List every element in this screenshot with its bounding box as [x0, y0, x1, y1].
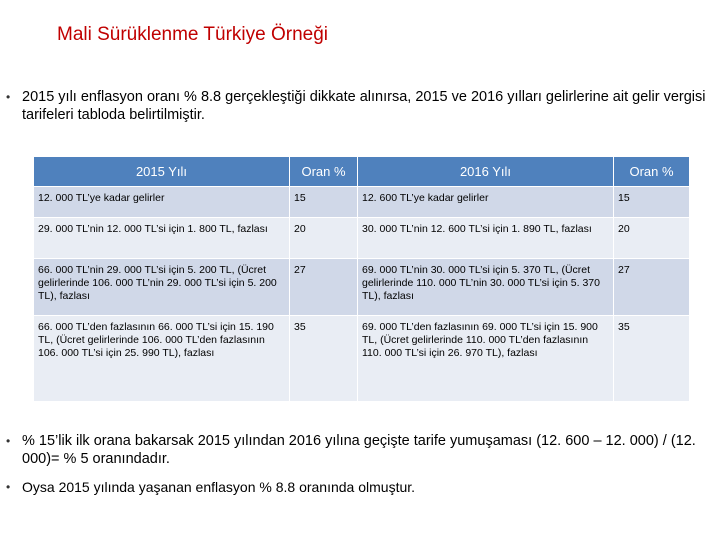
table-row: [34, 217, 689, 258]
cell-2016-rate: 15: [614, 186, 689, 217]
bullet-softening-text: % 15’lik ilk orana bakarsak 2015 yılından 2016 yılına geçişte tarife yumuşaması (12. 600 – 12. 000) / (12. 000)= % 5 oranındadır.: [22, 433, 696, 467]
cell-2015-bracket: 29. 000 TL’nin 12. 000 TL’si için 1. 800 TL, fazlası: [34, 217, 290, 258]
cell-2016-rate: 27: [614, 258, 689, 315]
table-row: [34, 315, 689, 401]
header-2015-year: 2015 Yılı: [34, 157, 290, 186]
bullet-intro-text: 2015 yılı enflasyon oranı % 8.8 gerçekleştiği dikkate alınırsa, 2015 ve 2016 yılları gelirlerine ait gelir vergisi tarifeleri tabloda belirtilmiştir.: [22, 89, 706, 123]
table-row: [34, 186, 689, 217]
cell-2015-bracket: 66. 000 TL’nin 29. 000 TL’si için 5. 200 TL, (Ücret gelirlerinde 106. 000 TL’nin 29. 000 TL’si için 5. 200 TL), fazlası: [34, 258, 290, 315]
cell-2015-bracket: 12. 000 TL’ye kadar gelirler: [34, 186, 290, 217]
cell-2016-rate: 20: [614, 217, 689, 258]
cell-2016-bracket: 12. 600 TL’ye kadar gelirler: [358, 186, 614, 217]
tax-rate-table: [34, 157, 689, 401]
header-2016-year: 2016 Yılı: [358, 157, 614, 186]
bullet-icon: •: [6, 90, 11, 104]
bullet-icon: •: [6, 480, 11, 494]
page-title: Mali Sürüklenme Türkiye Örneği: [57, 24, 329, 45]
bullet-softening: [6, 432, 708, 468]
cell-2016-bracket: 69. 000 TL’den fazlasının 69. 000 TL’si için 15. 900 TL, (Ücret gelirlerinde 110. 000 TL’den fazlasının 110. 000 TL’si için 26. 970 TL), fazlası: [358, 315, 614, 401]
bullet-inflation-text: Oysa 2015 yılında yaşanan enflasyon % 8.8 oranında olmuştur.: [22, 479, 416, 495]
cell-2015-bracket: 66. 000 TL’den fazlasının 66. 000 TL’si için 15. 190 TL, (Ücret gelirlerinde 106. 000 TL’den fazlasının 106. 000 TL’si için 25. 990 TL), fazlası: [34, 315, 290, 401]
cell-2016-bracket: 69. 000 TL’nin 30. 000 TL’si için 5. 370 TL, (Ücret gelirlerinde 110. 000 TL’nin 30. 000 TL’si için 5. 370 TL), fazlası: [358, 258, 614, 315]
bullet-intro: [6, 88, 708, 124]
header-2015-rate: Oran %: [290, 157, 358, 186]
cell-2015-rate: 27: [290, 258, 358, 315]
cell-2016-bracket: 30. 000 TL’nin 12. 600 TL’si için 1. 890 TL, fazlası: [358, 217, 614, 258]
cell-2015-rate: 35: [290, 315, 358, 401]
cell-2016-rate: 35: [614, 315, 689, 401]
cell-2015-rate: 15: [290, 186, 358, 217]
table-row: [34, 258, 689, 315]
bullet-inflation: [6, 478, 708, 496]
cell-2015-rate: 20: [290, 217, 358, 258]
table-header-row: [34, 157, 689, 186]
bullet-icon: •: [6, 434, 11, 448]
header-2016-rate: Oran %: [614, 157, 689, 186]
